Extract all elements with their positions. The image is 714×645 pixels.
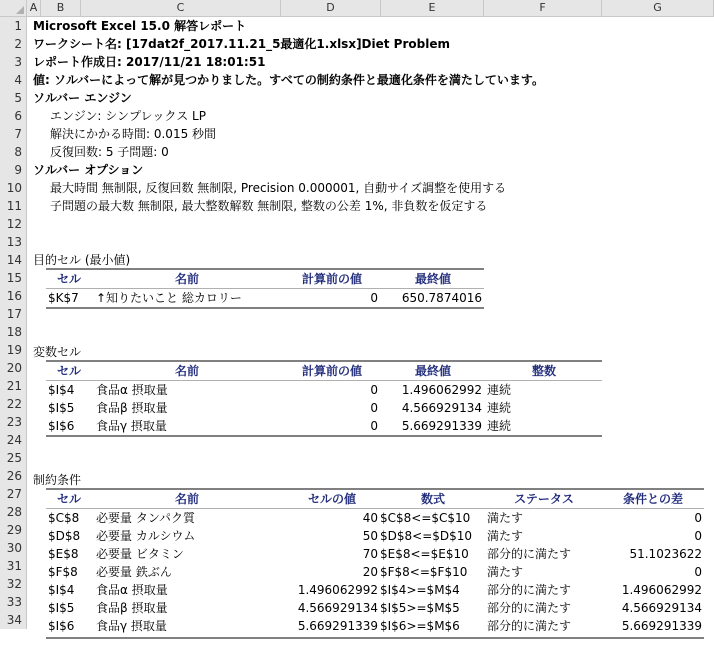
column-header-b[interactable]: B [41, 0, 81, 17]
table-cell[interactable]: $I$4 [48, 583, 75, 597]
row-header[interactable]: 13 [0, 233, 27, 251]
row-header[interactable]: 23 [0, 413, 27, 431]
table-cell[interactable]: 1.496062992 [401, 383, 482, 397]
variables-header-name[interactable]: 名前 [174, 364, 199, 378]
table-cell[interactable]: 満たす [487, 565, 524, 579]
table-cell[interactable]: 食品α 摂取量 [96, 383, 168, 397]
table-cell[interactable]: 50 [362, 529, 378, 543]
table-cell[interactable]: 51.1023622 [629, 547, 702, 561]
table-cell[interactable]: 1.496062992 [621, 583, 702, 597]
table-cell[interactable]: $D$8 [48, 529, 81, 543]
table-cell[interactable]: 0 [370, 383, 378, 397]
constraints-header-formula[interactable]: 数式 [420, 492, 445, 506]
column-header-g[interactable]: G [602, 0, 714, 17]
table-cell[interactable]: $I$6 [48, 419, 75, 433]
row-header[interactable]: 3 [0, 53, 27, 71]
row-header[interactable]: 17 [0, 305, 27, 323]
constraints-header-name[interactable]: 名前 [174, 492, 199, 506]
table-cell[interactable]: ↑知りたいこと 総カロリー [96, 291, 242, 305]
table-cell[interactable]: $E$8<=$E$10 [380, 547, 469, 561]
table-cell[interactable]: 連続 [487, 401, 512, 415]
row-header[interactable]: 14 [0, 251, 27, 269]
table-cell[interactable]: 部分的に満たす [487, 601, 572, 615]
table-cell[interactable]: 連続 [487, 419, 512, 433]
row-header[interactable]: 7 [0, 125, 27, 143]
objective-title[interactable]: 目的セル (最小値) [33, 253, 131, 267]
table-cell[interactable]: 650.7874016 [401, 291, 482, 305]
row-header[interactable]: 11 [0, 197, 27, 215]
constraints-title[interactable]: 制約条件 [33, 473, 82, 487]
column-header-e[interactable]: E [381, 0, 484, 17]
table-cell[interactable]: 1.496062992 [297, 583, 378, 597]
row-header[interactable]: 21 [0, 377, 27, 395]
row-header[interactable]: 26 [0, 467, 27, 485]
options-line-2[interactable]: 子問題の最大数 無制限, 最大整数解数 無制限, 整数の公差 1%, 非負数を仮定する [50, 199, 488, 213]
row-header[interactable]: 16 [0, 287, 27, 305]
table-cell[interactable]: $F$8<=$F$10 [380, 565, 468, 579]
variables-title[interactable]: 変数セル [33, 345, 82, 359]
table-cell[interactable]: 0 [370, 401, 378, 415]
variables-header-cell[interactable]: セル [56, 364, 81, 378]
constraints-header-status[interactable]: ステータス [514, 492, 574, 506]
table-cell[interactable]: $I$4>=$M$4 [380, 583, 460, 597]
table-cell[interactable]: $I$5>=$M$5 [380, 601, 460, 615]
row-header[interactable]: 5 [0, 89, 27, 107]
table-cell[interactable]: 食品β 摂取量 [96, 401, 168, 415]
solve-time[interactable]: 解決にかかる時間: 0.015 秒間 [50, 127, 217, 141]
table-cell[interactable]: $D$8<=$D$10 [380, 529, 473, 543]
row-header[interactable]: 2 [0, 35, 27, 53]
row-header[interactable]: 8 [0, 143, 27, 161]
table-cell[interactable]: 部分的に満たす [487, 583, 572, 597]
row-header[interactable]: 6 [0, 107, 27, 125]
engine-heading[interactable]: ソルバー エンジン [33, 91, 132, 105]
row-header[interactable]: 30 [0, 539, 27, 557]
objective-header-name[interactable]: 名前 [174, 272, 199, 286]
iterations[interactable]: 反復回数: 5 子問題: 0 [50, 145, 169, 159]
engine-type[interactable]: エンジン: シンプレックス LP [50, 109, 206, 123]
table-cell[interactable]: $I$6 [48, 619, 75, 633]
table-cell[interactable]: 0 [370, 419, 378, 433]
options-heading[interactable]: ソルバー オプション [33, 163, 144, 177]
row-header[interactable]: 24 [0, 431, 27, 449]
variables-header-integer[interactable]: 整数 [531, 364, 556, 378]
table-cell[interactable]: 40 [362, 511, 378, 525]
table-cell[interactable]: 0 [694, 565, 702, 579]
table-cell[interactable]: 0 [370, 291, 378, 305]
table-cell[interactable]: $I$4 [48, 383, 75, 397]
worksheet-name[interactable]: ワークシート名: [17dat2f_2017.11.21_5最適化1.xlsx]Diet Problem [33, 37, 450, 51]
row-header[interactable]: 10 [0, 179, 27, 197]
result-message[interactable]: 値: ソルバーによって解が見つかりました。すべての制約条件と最適化条件を満たしています。 [33, 73, 544, 87]
table-cell[interactable]: 必要量 鉄ぶん [96, 565, 172, 579]
row-header[interactable]: 1 [0, 17, 27, 35]
table-cell[interactable]: 5.669291339 [297, 619, 378, 633]
table-cell[interactable]: 食品α 摂取量 [96, 583, 168, 597]
row-header[interactable]: 27 [0, 485, 27, 503]
row-header[interactable]: 22 [0, 395, 27, 413]
row-header[interactable]: 28 [0, 503, 27, 521]
variables-header-original[interactable]: 計算前の値 [301, 364, 362, 378]
column-header-c[interactable]: C [81, 0, 281, 17]
table-cell[interactable]: 食品γ 摂取量 [96, 619, 167, 633]
table-cell[interactable]: 20 [362, 565, 378, 579]
table-cell[interactable]: 食品γ 摂取量 [96, 419, 167, 433]
table-cell[interactable]: 連続 [487, 383, 512, 397]
table-cell[interactable]: 食品β 摂取量 [96, 601, 168, 615]
objective-header-original[interactable]: 計算前の値 [301, 272, 362, 286]
report-title[interactable]: Microsoft Excel 15.0 解答レポート [33, 19, 247, 33]
table-cell[interactable]: 4.566929134 [401, 401, 482, 415]
table-cell[interactable]: $F$8 [48, 565, 78, 579]
objective-header-cell[interactable]: セル [56, 272, 81, 286]
column-header-f[interactable]: F [484, 0, 602, 17]
table-cell[interactable]: $C$8<=$C$10 [380, 511, 471, 525]
row-header[interactable]: 12 [0, 215, 27, 233]
table-cell[interactable]: 4.566929134 [297, 601, 378, 615]
table-cell[interactable]: 満たす [487, 529, 524, 543]
row-header[interactable]: 34 [0, 611, 27, 629]
table-cell[interactable]: 0 [694, 511, 702, 525]
table-cell[interactable]: $I$5 [48, 601, 75, 615]
table-cell[interactable]: $I$5 [48, 401, 75, 415]
constraints-header-slack[interactable]: 条件との差 [622, 492, 683, 506]
table-cell[interactable]: 満たす [487, 511, 524, 525]
row-header[interactable]: 25 [0, 449, 27, 467]
select-all-corner[interactable] [0, 0, 27, 17]
row-header[interactable]: 19 [0, 341, 27, 359]
row-header[interactable]: 4 [0, 71, 27, 89]
row-header[interactable]: 20 [0, 359, 27, 377]
table-cell[interactable]: $K$7 [48, 291, 79, 305]
table-cell[interactable]: 必要量 カルシウム [96, 529, 196, 543]
row-header[interactable]: 31 [0, 557, 27, 575]
report-date[interactable]: レポート作成日: 2017/11/21 18:01:51 [33, 55, 266, 69]
column-header-d[interactable]: D [281, 0, 381, 17]
constraints-header-cell[interactable]: セル [56, 492, 81, 506]
objective-header-final[interactable]: 最終値 [414, 272, 451, 286]
row-header[interactable]: 9 [0, 161, 27, 179]
row-header[interactable]: 33 [0, 593, 27, 611]
table-cell[interactable]: $E$8 [48, 547, 79, 561]
table-cell[interactable]: 必要量 ビタミン [96, 547, 184, 561]
variables-header-final[interactable]: 最終値 [414, 364, 451, 378]
table-cell[interactable]: 部分的に満たす [487, 547, 572, 561]
table-cell[interactable]: 4.566929134 [621, 601, 702, 615]
row-header[interactable]: 32 [0, 575, 27, 593]
row-header[interactable]: 18 [0, 323, 27, 341]
table-cell[interactable]: 0 [694, 529, 702, 543]
constraints-header-value[interactable]: セルの値 [307, 492, 356, 506]
row-header[interactable]: 15 [0, 269, 27, 287]
options-line-1[interactable]: 最大時間 無制限, 反復回数 無制限, Precision 0.000001, 自動サイズ調整を使用する [50, 181, 507, 195]
table-cell[interactable]: 70 [362, 547, 378, 561]
table-cell[interactable]: 5.669291339 [621, 619, 702, 633]
table-cell[interactable]: 5.669291339 [401, 419, 482, 433]
column-header-a[interactable]: A [27, 0, 41, 17]
table-cell[interactable]: $I$6>=$M$6 [380, 619, 460, 633]
row-header[interactable]: 29 [0, 521, 27, 539]
table-cell[interactable]: 必要量 タンパク質 [96, 511, 195, 525]
table-cell[interactable]: 部分的に満たす [487, 619, 572, 633]
table-cell[interactable]: $C$8 [48, 511, 80, 525]
